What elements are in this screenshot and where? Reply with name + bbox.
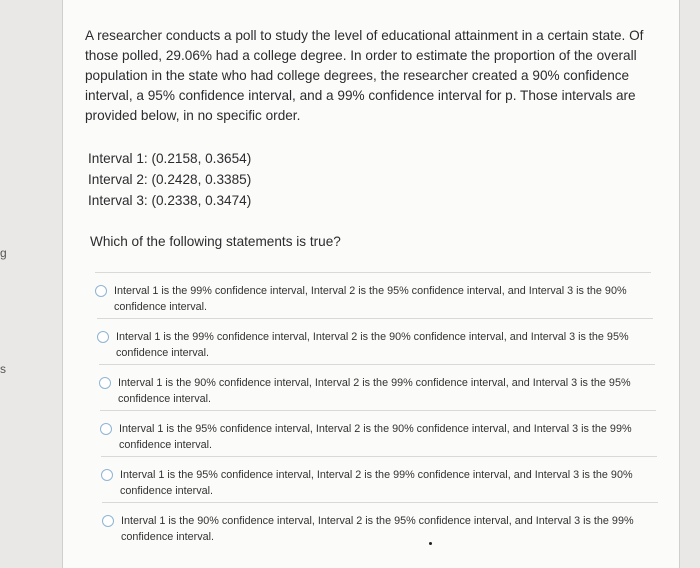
answer-option-label: Interval 1 is the 90% confidence interval, Interval 2 is the 99% confidence interval, and Interval 3 is the 95% confidence interval. bbox=[118, 377, 631, 405]
answer-option-6[interactable] bbox=[102, 502, 658, 545]
question-text: A researcher conducts a poll to study the level of educational attainment in a certain state. Of those polled, 29.06% had a college degree. In order to estimate the proportion of the overall population in the state who had college degrees, the researcher created a 90% confidence interval, a 95% confidence interval, and a 99% confidence interval for p. Those intervals are provided below, in no specific order. bbox=[85, 28, 644, 123]
answer-option-label: Interval 1 is the 95% confidence interval, Interval 2 is the 99% confidence interval, and Interval 3 is the 90% confidence interval. bbox=[120, 469, 633, 497]
radio-button-icon[interactable] bbox=[102, 515, 114, 527]
interval-list bbox=[88, 148, 251, 211]
radio-button-icon[interactable] bbox=[100, 423, 112, 435]
answer-option-4[interactable] bbox=[100, 410, 656, 453]
answer-option-label: Interval 1 is the 99% confidence interval, Interval 2 is the 90% confidence interval, and Interval 3 is the 95% confidence interval. bbox=[116, 331, 629, 359]
radio-button-icon[interactable] bbox=[97, 331, 109, 343]
answer-option-5[interactable] bbox=[101, 456, 657, 499]
radio-button-icon[interactable] bbox=[95, 285, 107, 297]
interval-1: Interval 1: (0.2158, 0.3654) bbox=[88, 151, 252, 166]
interval-2: Interval 2: (0.2428, 0.3385) bbox=[88, 172, 252, 187]
question-card bbox=[62, 0, 680, 568]
left-edge-mark: g bbox=[0, 246, 7, 260]
answer-option-1[interactable] bbox=[95, 272, 651, 315]
answer-option-label: Interval 1 is the 95% confidence interval, Interval 2 is the 90% confidence interval, and Interval 3 is the 99% confidence interval. bbox=[119, 423, 632, 451]
answer-option-label: Interval 1 is the 99% confidence interval, Interval 2 is the 95% confidence interval, and Interval 3 is the 90% confidence interval. bbox=[114, 285, 627, 313]
radio-button-icon[interactable] bbox=[101, 469, 113, 481]
radio-button-icon[interactable] bbox=[99, 377, 111, 389]
interval-3: Interval 3: (0.2338, 0.3474) bbox=[88, 193, 252, 208]
left-edge-mark: s bbox=[0, 362, 6, 376]
answer-option-3[interactable] bbox=[99, 364, 655, 407]
answer-option-label: Interval 1 is the 90% confidence interval, Interval 2 is the 95% confidence interval, and Interval 3 is the 99% confidence interval. bbox=[121, 515, 634, 543]
question-prompt: Which of the following statements is true? bbox=[90, 234, 341, 249]
stray-mark bbox=[429, 542, 432, 545]
answer-option-2[interactable] bbox=[97, 318, 653, 361]
